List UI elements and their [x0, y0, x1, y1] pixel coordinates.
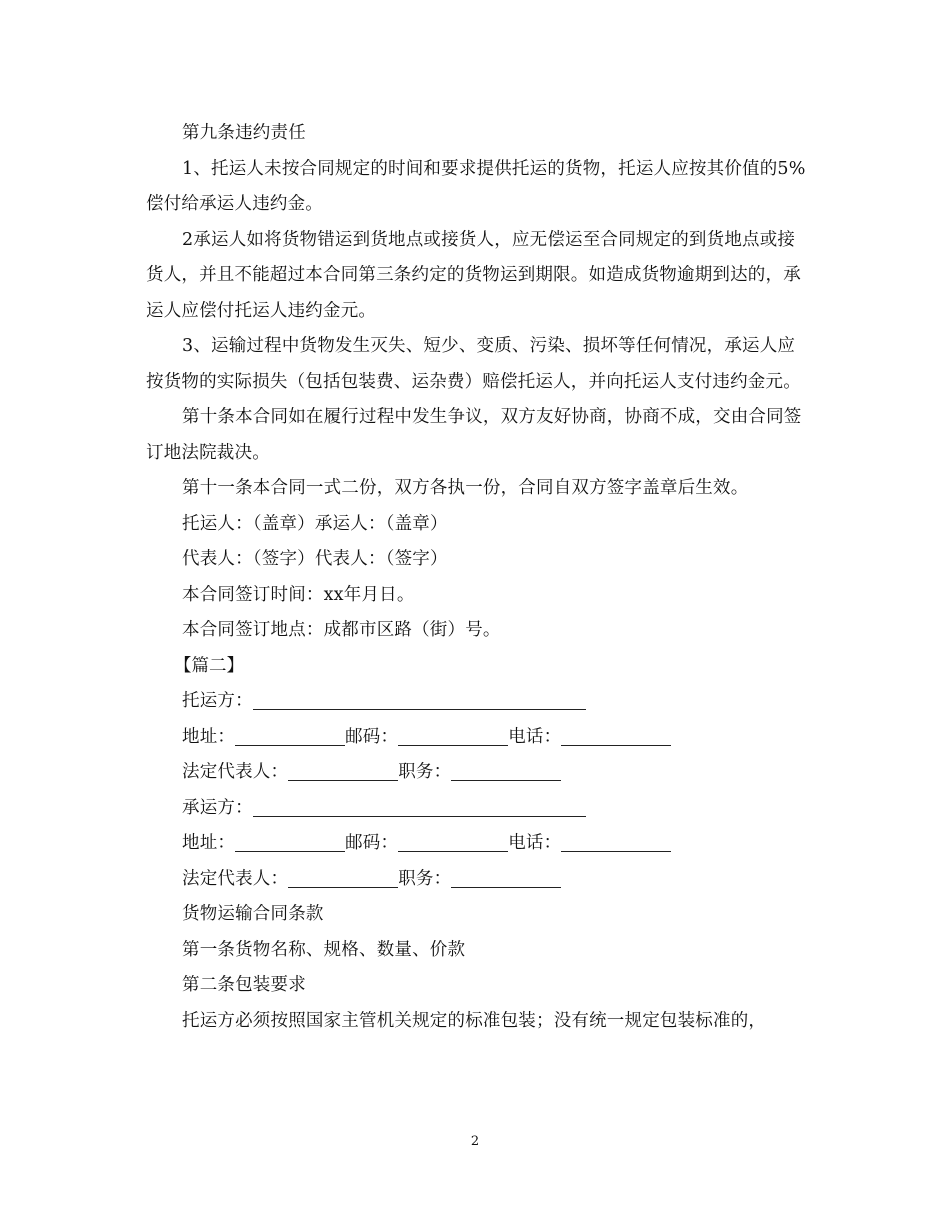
- postcode-blank: [398, 829, 508, 852]
- postcode-blank: [398, 723, 508, 746]
- shipper-blank: [253, 687, 586, 710]
- clause-packaging-text: 托运方必须按照国家主管机关规定的标准包装；没有统一规定包装标准的，: [182, 1010, 767, 1031]
- carrier-blank: [253, 794, 586, 817]
- carrier-contact-line: [146, 826, 806, 862]
- position-blank: [451, 865, 561, 888]
- paragraph-breach-3: 3、运输过程中货物发生灭失、短少、变质、污染、损坏等任何情况，承运人应按货物的实际损失（包括包装费、运杂费）赔偿托运人，并向托运人支付违约金元。: [146, 336, 801, 392]
- clause-goods: 第一条货物名称、规格、数量、价款: [182, 939, 466, 960]
- signature-seal-line: 托运人：（盖章）承运人：（盖章）: [182, 513, 448, 534]
- postcode-label: 邮码：: [345, 726, 399, 747]
- clause-heading-breach: 第九条违约责任: [182, 123, 306, 143]
- shipper-line: [146, 684, 806, 720]
- position-label: 职务：: [398, 868, 452, 889]
- paragraph-breach-2: 2承运人如将货物错运到货地点或接货人，应无偿运至合同规定的到货地点或接货人，并且不能超过本合同第三条约定的货物运到期限。如造成货物逾期到达的，承运人应偿付托运人违约金元。: [146, 229, 801, 321]
- signing-date-line: 本合同签订时间：xx年月日。: [182, 584, 415, 605]
- phone-blank: [561, 829, 671, 852]
- signing-place-line: 本合同签订地点：成都市区路（街）号。: [182, 620, 501, 640]
- phone-label: 电话：: [508, 726, 562, 747]
- address-label: 地址：: [182, 833, 236, 853]
- address-blank: [235, 829, 345, 852]
- phone-blank: [561, 723, 671, 746]
- carrier-rep-line: [146, 862, 806, 898]
- carrier-line: [146, 791, 806, 827]
- legal-rep-blank: [288, 865, 398, 888]
- position-label: 职务：: [398, 762, 452, 782]
- shipper-rep-line: [146, 755, 806, 791]
- legal-rep-label: 法定代表人：: [182, 868, 289, 889]
- position-blank: [451, 758, 561, 781]
- paragraph-copies: 第十一条本合同一式二份，双方各执一份，合同自双方签字盖章后生效。: [182, 478, 749, 498]
- legal-rep-label: 法定代表人：: [182, 762, 289, 782]
- clauses-title: 货物运输合同条款: [182, 904, 324, 924]
- paragraph-dispute: 第十条本合同如在履行过程中发生争议，双方友好协商，协商不成，交由合同签订地法院裁决。: [146, 407, 802, 463]
- address-blank: [235, 723, 345, 746]
- shipper-label: 托运方：: [182, 691, 253, 711]
- page-number: 2: [470, 1134, 480, 1149]
- postcode-label: 邮码：: [345, 833, 399, 853]
- document-body: [146, 116, 806, 1039]
- clause-packaging-heading: 第二条包装要求: [182, 975, 306, 995]
- legal-rep-blank: [288, 758, 398, 781]
- address-label: 地址：: [182, 726, 236, 747]
- shipper-contact-line: [146, 720, 806, 756]
- carrier-label: 承运方：: [182, 797, 253, 818]
- phone-label: 电话：: [508, 833, 562, 853]
- section-marker: 【篇二】: [174, 655, 244, 676]
- paragraph-breach-1: 1、托运人未按合同规定的时间和要求提供托运的货物，托运人应按其价值的5%偿付给承运人违约金。: [146, 158, 806, 214]
- signature-representative-line: 代表人：（签字）代表人：（签字）: [182, 549, 448, 569]
